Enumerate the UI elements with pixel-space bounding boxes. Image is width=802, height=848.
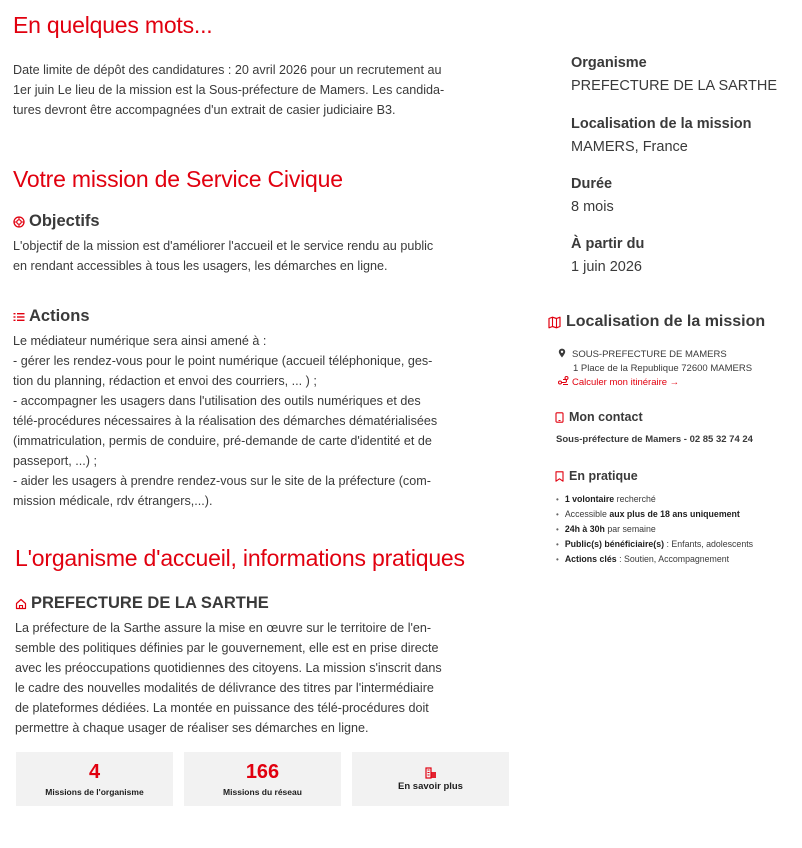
stat-card-missions-reseau[interactable]	[184, 752, 341, 806]
organisme-title: L'organisme d'accueil, informations pratiques	[15, 545, 465, 571]
organisme-name-heading	[15, 594, 269, 613]
info-localisation	[571, 116, 752, 155]
info-value: PREFECTURE DE LA SARTHE	[571, 78, 778, 94]
address-name: SOUS-PREFECTURE DE MAMERS	[572, 349, 727, 360]
text-line: tion du planning, rédaction et envoi des courriers, ... ) ;	[13, 374, 317, 388]
organisme-text	[15, 618, 505, 738]
info-value: 8 mois	[571, 199, 614, 215]
text-line: semble des politiques définies par le gouvernement, elle est en prise directe	[15, 641, 439, 655]
pratique-item: • 24h à 30h par semaine	[556, 524, 656, 534]
text-line: - accompagner les usagers dans l'utilisation des outils numériques et des	[13, 394, 421, 408]
bookmark-icon	[555, 471, 564, 482]
contact-title: Mon contact	[569, 410, 643, 424]
text-line: 1er juin Le lieu de la mission est la Sous-préfecture de Mamers. Les candida-	[13, 83, 445, 97]
pratique-item: • Accessible aux plus de 18 ans uniquement	[556, 509, 740, 519]
text-line: avec les préoccupations quotidiennes des citoyens. La mission s'inscrit dans	[15, 661, 442, 675]
info-label: À partir du	[571, 236, 645, 252]
stat-value: 4	[88, 761, 101, 783]
location-title: Localisation de la mission	[566, 313, 766, 330]
text-line: en rendant accessibles à tous les usagers, les démarches en ligne.	[13, 259, 388, 273]
text-line: - aider les usagers à prendre rendez-vous sur le site de la préfecture (com-	[13, 474, 431, 488]
info-label: Durée	[571, 176, 613, 192]
info-label: Organisme	[571, 55, 647, 71]
actions-heading	[13, 307, 90, 326]
text-line: de plateformes dédiées. La montée en puissance des télé-procédures doit	[15, 701, 429, 715]
info-organisme	[571, 55, 777, 94]
route-icon	[558, 376, 569, 390]
pratique-item: • Actions clés : Soutien, Accompagnement	[556, 554, 730, 564]
intro-text	[13, 60, 503, 120]
text-line: télé-procédures nécessaires à la réalisation des démarches dématérialisées	[13, 414, 438, 428]
info-value: 1 juin 2026	[571, 259, 642, 275]
mission-title: Votre mission de Service Civique	[13, 166, 343, 192]
target-icon	[13, 216, 25, 228]
organisme-stats	[16, 752, 509, 806]
route-link-label: Calculer mon itinéraire →	[572, 376, 680, 388]
location-address	[558, 348, 752, 390]
info-date-debut	[571, 236, 644, 275]
building-icon	[425, 766, 437, 778]
pratique-heading	[555, 469, 638, 483]
objectifs-text	[13, 236, 503, 276]
text-line: passeport, ...) ;	[13, 454, 97, 468]
text-line: permettre à chaque usager de réaliser ses démarches en ligne.	[15, 721, 369, 735]
pratique-item: • Public(s) bénéficiaire(s) : Enfants, adolescents	[556, 539, 754, 549]
contact-heading	[555, 410, 643, 424]
pratique-title: En pratique	[569, 469, 638, 483]
actions-title: Actions	[29, 307, 90, 325]
location-heading	[548, 313, 765, 331]
stat-label: Missions du réseau	[223, 787, 302, 797]
text-line: mission médicale, rdv étrangers,...).	[13, 494, 213, 508]
text-line: L'objectif de la mission est d'améliorer l'accueil et le service rendu au public	[13, 239, 434, 253]
list-icon	[13, 311, 25, 323]
actions-text	[13, 331, 503, 511]
en-savoir-plus-button[interactable]	[352, 752, 509, 806]
stat-card-missions-organisme[interactable]	[16, 752, 173, 806]
map-icon	[548, 316, 561, 329]
text-line: tures devront être accompagnées d'un extrait de casier judiciaire B3.	[13, 103, 396, 117]
phone-icon	[555, 412, 564, 423]
home-icon	[15, 598, 27, 610]
text-line: - gérer les rendez-vous pour le point numérique (accueil téléphonique, ges-	[13, 354, 433, 368]
pratique-list	[556, 492, 753, 567]
objectifs-title: Objectifs	[29, 212, 100, 230]
intro-title: En quelques mots...	[13, 12, 213, 38]
address-line: 1 Place de la Republique 72600 MAMERS	[573, 362, 753, 374]
objectifs-heading	[13, 212, 100, 231]
stat-value: 166	[245, 761, 280, 783]
text-line: (immatriculation, permis de conduire, pré-demande de carte d'identité et de	[13, 434, 432, 448]
text-line: le cadre des nouvelles modalités de délivrance des titres par l'intermédiaire	[15, 681, 434, 695]
pratique-item: • 1 volontaire recherché	[556, 494, 656, 504]
route-link[interactable]	[558, 376, 752, 390]
organisme-name: PREFECTURE DE LA SARTHE	[31, 594, 269, 612]
info-label: Localisation de la mission	[571, 116, 752, 132]
text-line: Le médiateur numérique sera ainsi amené à :	[13, 334, 267, 348]
info-duree	[571, 176, 614, 215]
text-line: Date limite de dépôt des candidatures : 20 avril 2026 pour un recrutement au	[13, 63, 442, 77]
en-savoir-plus-label: En savoir plus	[398, 781, 463, 792]
text-line: La préfecture de la Sarthe assure la mise en œuvre sur le territoire de l'en-	[15, 621, 432, 635]
stat-label: Missions de l'organisme	[45, 787, 144, 797]
info-value: MAMERS, France	[571, 139, 688, 155]
contact-text: Sous-préfecture de Mamers - 02 85 32 74 24	[556, 434, 753, 445]
pin-icon	[558, 348, 566, 363]
